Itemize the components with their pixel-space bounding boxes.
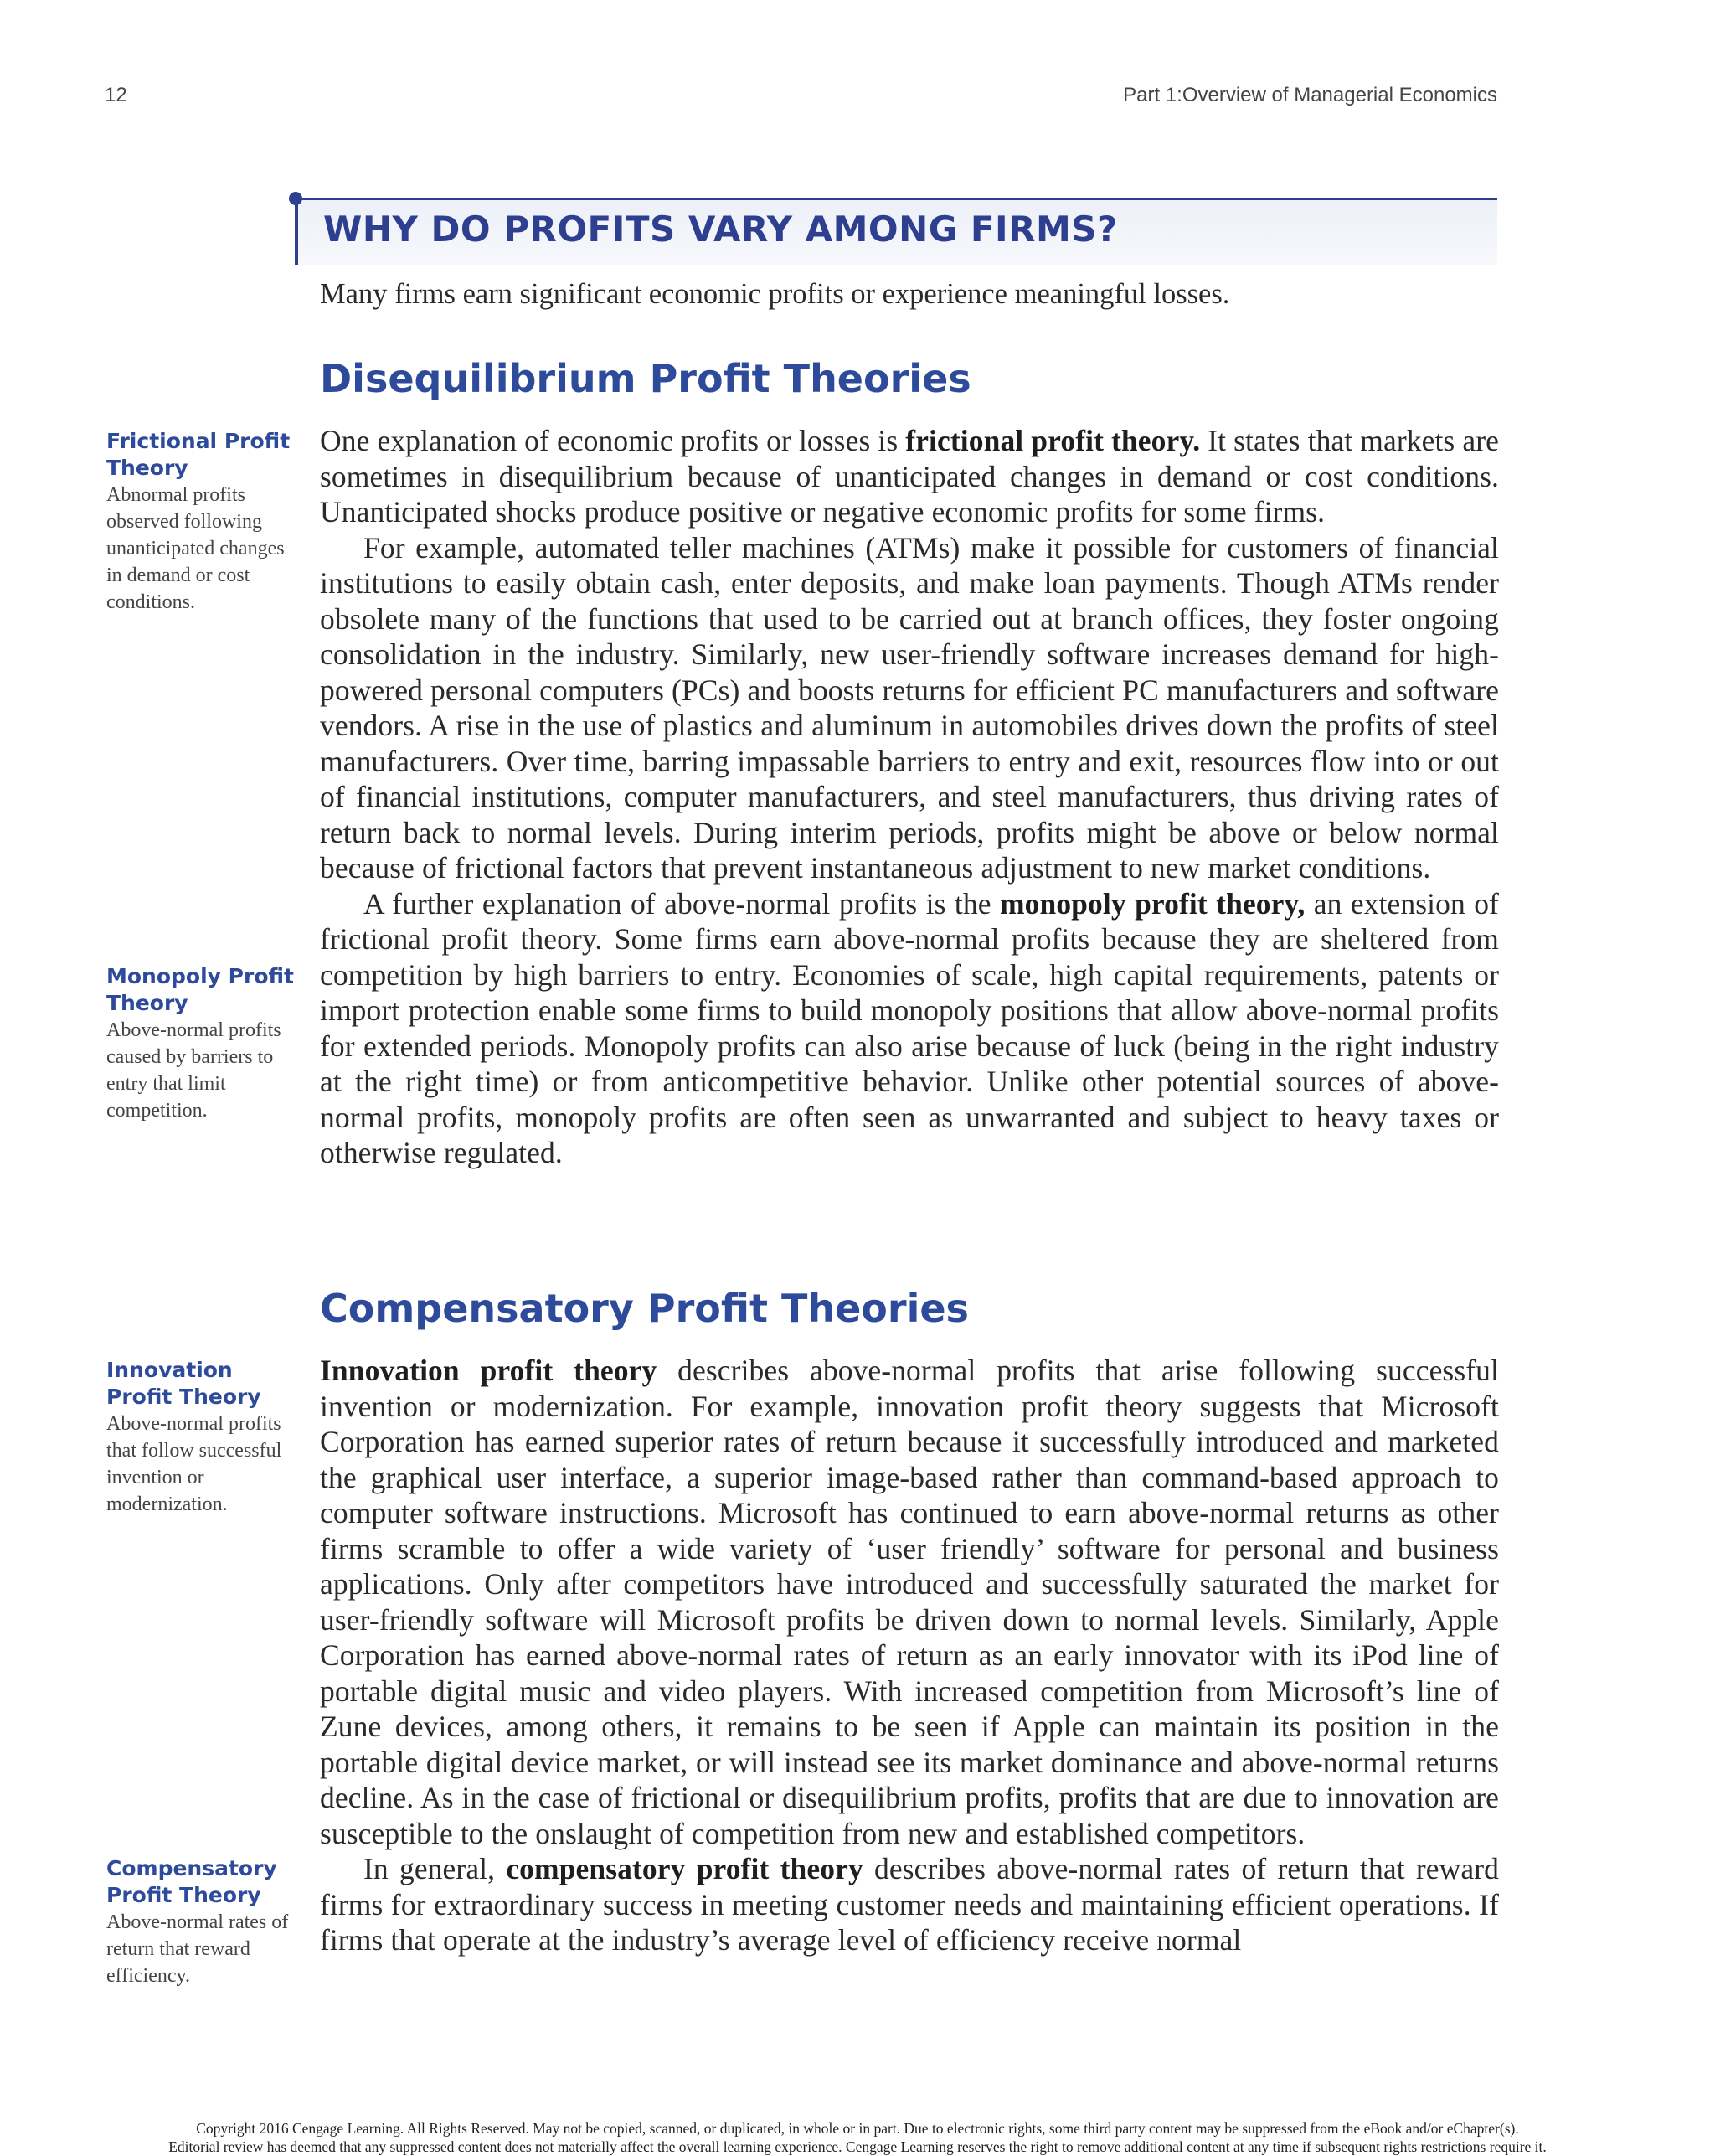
copyright-line: Editorial review has deemed that any suppressed content does not materially affect the overall learning experience. Cengage Learning reserves the right to remove additional content at any time if subsequent rights restrictions require it. bbox=[168, 2138, 1547, 2155]
paragraph: Innovation profit theory describes above-normal profits that arise following successful invention or modernization. For example, innovation profit theory suggests that Microsoft Corporation has earned superior rates of return because it successfully introduced and marketed the graphical user interface, a superior image-based rather than command-based approach to computer software instructions. Microsoft has continued to earn above-normal returns as other firms scramble to offer a wide variety of ‘user friendly’ software for personal and business applications. Only after competitors have introduced and successfully saturated the market for user-friendly software will Microsoft profits be driven down to normal levels. Similarly, Apple Corporation has earned above-normal rates of return as an early innovator with its iPod line of portable digital music and video players. With increased competition from Microsoft’s line of Zune devices, among others, it remains to be seen if Apple can maintain its position in the portable digital device market, or will instead see its market dominance and above-normal returns decline. As in the case of frictional or disequilibrium profits, profits that are due to innovation are susceptible to the onslaught of competition from new and established competitors. bbox=[320, 1354, 1499, 1850]
subsection-heading-disequilibrium: Disequilibrium Profit Theories bbox=[320, 356, 971, 401]
page-number: 12 bbox=[105, 84, 127, 106]
margin-note-innovation bbox=[106, 1357, 299, 1518]
disequilibrium-body bbox=[320, 423, 1499, 1171]
copyright-line: Copyright 2016 Cengage Learning. All Rights Reserved. May not be copied, scanned, or duplicated, in whole or in part. Due to electronic rights, some third party content may be suppressed from the eBook and/or eChapter(s). bbox=[196, 2120, 1519, 2137]
running-head: Part 1:Overview of Managerial Economics bbox=[1123, 84, 1497, 106]
margin-note-definition: Above-normal rates of return that reward efficiency. bbox=[106, 1911, 289, 1987]
copyright-footer bbox=[0, 2119, 1715, 2156]
margin-note-frictional bbox=[106, 428, 299, 616]
section-banner bbox=[295, 198, 1497, 265]
paragraph: A further explanation of above-normal profits is the monopoly profit theory, an extension of frictional profit theory. Some firms earn above-normal profits because they are sheltered from competition by high barriers to entry. Economies of scale, high capital requirements, patents or import protection enable some firms to build monopoly positions that allow above-normal profits for extended periods. Monopoly profits can also arise because of luck (being in the right industry at the right time) or from anticompetitive behavior. Unlike other potential sources of above-normal profits, monopoly profits are often seen as unwarranted and subject to heavy taxes or otherwise regulated. bbox=[320, 886, 1499, 1169]
margin-note-title: Monopoly Profit Theory bbox=[106, 964, 294, 1015]
paragraph: One explanation of economic profits or losses is frictional profit theory. It states that markets are sometimes in disequilibrium because of unanticipated changes in demand or cost conditions. Unanticipated shocks produce positive or negative economic profits for some firms. bbox=[320, 424, 1499, 529]
section-intro: Many firms earn significant economic profits or experience meaningful losses. bbox=[320, 278, 1230, 310]
margin-note-compensatory bbox=[106, 1855, 299, 1989]
margin-note-definition: Abnormal profits observed following unanticipated changes in demand or cost conditions. bbox=[106, 484, 285, 613]
key-term: frictional profit theory. bbox=[905, 424, 1201, 457]
compensatory-body bbox=[320, 1353, 1499, 1958]
key-term: compensatory profit theory bbox=[506, 1852, 863, 1885]
key-term: monopoly profit theory, bbox=[999, 886, 1306, 921]
key-term: Innovation profit theory bbox=[320, 1354, 657, 1387]
paragraph: For example, automated teller machines (ATMs) make it possible for customers of financial institutions to easily obtain cash, enter deposits, and make loan payments. Though ATMs render obsolete many of the functions that used to be carried out at branch offices, they foster ongoing consolidation in the industry. Similarly, new user-friendly software increases demand for high-powered personal computers (PCs) and boosts returns for efficient PC manufacturers and software vendors. A rise in the use of plastics and aluminum in automobiles drives down the profits of steel manufacturers. Over time, barring impassable barriers to entry and exit, resources flow into or out of financial institutions, computer manufacturers, and steel manufacturers, thus driving rates of return back to normal levels. During interim periods, profits might be above or below normal because of frictional factors that prevent instantaneous adjustment to new market conditions. bbox=[320, 530, 1499, 885]
margin-note-monopoly bbox=[106, 963, 299, 1124]
paragraph: In general, compensatory profit theory describes above-normal rates of return that reward firms for extraordinary success in meeting customer needs and maintaining efficient operations. If firms that operate at the industry’s average level of efficiency receive normal bbox=[320, 1852, 1500, 1957]
margin-note-title: Frictional Profit Theory bbox=[106, 429, 291, 480]
margin-note-definition: Above-normal profits caused by barriers to entry that limit competition. bbox=[106, 1019, 281, 1122]
margin-note-definition: Above-normal profits that follow successful invention or modernization. bbox=[106, 1413, 282, 1515]
margin-note-title: Compensatory Profit Theory bbox=[106, 1856, 277, 1907]
subsection-heading-compensatory: Compensatory Profit Theories bbox=[320, 1286, 969, 1331]
section-title: WHY DO PROFITS VARY AMONG FIRMS? bbox=[323, 209, 1118, 250]
margin-note-title: Innovation Profit Theory bbox=[106, 1358, 261, 1409]
banner-bullet-icon bbox=[289, 192, 302, 205]
